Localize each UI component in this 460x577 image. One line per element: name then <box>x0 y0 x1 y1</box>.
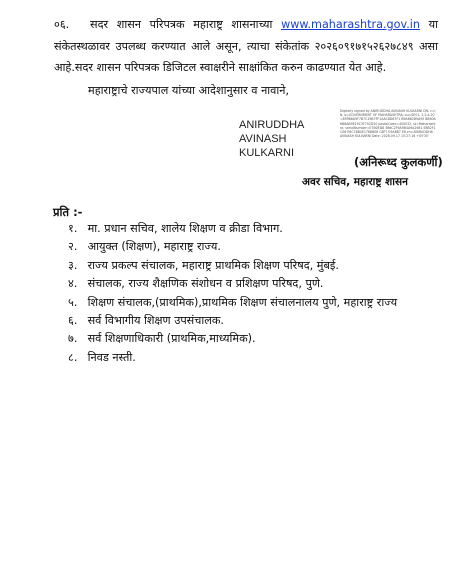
signatory-designation: अवर सचिव, महाराष्ट्र शासन <box>302 176 408 188</box>
list-item-number: ७. <box>68 332 78 346</box>
digital-signature-name <box>239 118 304 160</box>
list-item <box>68 330 397 348</box>
list-item-number: ४. <box>68 277 78 291</box>
list-item <box>68 275 397 293</box>
list-item <box>68 257 397 275</box>
signature-name-line: KULKARNI <box>239 147 295 159</box>
list-item <box>68 349 397 367</box>
paragraph-text-start: सदर शासन परिपत्रक महाराष्ट्र शासनाच्या <box>90 18 273 31</box>
list-item-text: राज्य प्रकल्प संचालक, महाराष्ट्र प्राथमिक शिक्षण परिषद, मुंबई. <box>87 258 339 272</box>
list-item-number: २. <box>68 240 78 254</box>
digital-signature-certificate: Digitally signed by ANIRUDDHA AVINASH KULKARNI DN: c=IN, o=GOVERNMENT OF MAHARASHTRA, ou=SE01, 2.5.4.20=89986A9F7B7C19B7FF1AAC8D87F1 B9A662B9A95 8B60A6B8AB9E19C3F702D20 postalCode=400032, st=Maharashtra, serialNumber=E7B0ED8 3B6C2F9A9B4A9A2981 E8B2F1C06 E8C78B4E1768B08 C8F7 E9A8B7 E8 cn=ANIRUDDHA AVINASH KULKARNI Date: 2026.09.17 15:27:16 +05'30' <box>340 109 436 139</box>
list-item-number: ३. <box>68 258 78 272</box>
signatory-name: (अनिरूध्द कुलकर्णी) <box>354 155 443 169</box>
list-item-number: १. <box>68 222 78 235</box>
list-item-text: सर्व विभागीय शिक्षण उपसंचालक. <box>87 313 224 327</box>
list-item <box>68 220 397 238</box>
signature-name-line: AVINASH <box>239 133 287 145</box>
recipients-heading: प्रति :- <box>53 205 83 219</box>
list-item-text: सर्व शिक्षणाधिकारी (प्राथमिक,माध्यमिक). <box>87 332 256 346</box>
list-item-text: शिक्षण संचालक,(प्राथमिक),प्राथमिक शिक्षण संचालनालय पुणे, महाराष्ट्र राज्य <box>87 295 398 309</box>
list-item-number: ८. <box>68 350 78 364</box>
signature-name-line: ANIRUDDHA <box>239 119 305 131</box>
list-item <box>68 312 397 330</box>
list-item-text: संचालक, राज्य शैक्षणिक संशोधन व प्रशिक्षण परिषद, पुणे. <box>87 277 324 291</box>
list-item-text: आयुक्त (शिक्षण), महाराष्ट्र राज्य. <box>87 240 221 254</box>
circular-paragraph <box>54 14 438 79</box>
list-item-text: निवड नस्ती. <box>87 350 136 364</box>
list-item-number: ५. <box>68 295 78 309</box>
recipients-list <box>68 220 397 367</box>
list-item <box>68 294 397 312</box>
list-item-number: ६. <box>68 313 78 327</box>
website-link[interactable]: www.maharashtra.gov.in <box>281 18 420 31</box>
list-item <box>68 238 397 256</box>
list-item-text: मा. प्रधान सचिव, शालेय शिक्षण व क्रीडा विभाग. <box>87 222 283 235</box>
paragraph-text-end: या संकेतस्थळावर उपलब्ध करण्यात आले असून, त्याचा संकेतांक २०२६०९१७१५२६२७८४९ असा आहे.सदर शासन परिपत्रक डिजिटल स्वाक्षरीने साक्षांकित करुन काढण्यात येत आहे. <box>54 18 439 74</box>
order-line: महाराष्ट्राचे राज्यपाल यांच्या आदेशानुसार व नावाने, <box>88 84 290 97</box>
paragraph-number: ०६. <box>54 18 70 31</box>
